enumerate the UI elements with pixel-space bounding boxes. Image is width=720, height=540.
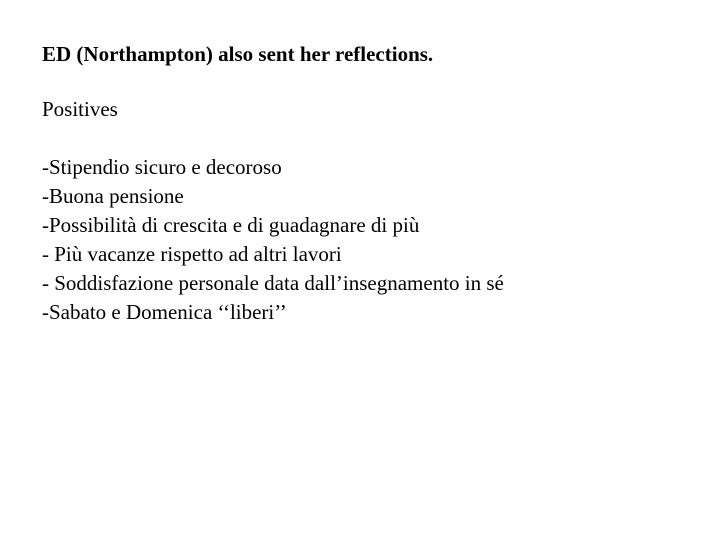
list-item: -Buona pensione [42,184,184,208]
slide-heading: ED (Northampton) also sent her reflections. [42,42,434,66]
list-item: -Possibilità di crescita e di guadagnare di più [42,213,420,237]
section-label-positives: Positives [42,97,118,121]
positives-list [42,153,504,327]
list-item: - Soddisfazione personale data dall’insegnamento in sé [42,271,504,295]
list-item: - Più vacanze rispetto ad altri lavori [42,242,342,266]
list-item: -Sabato e Domenica ‘‘liberi’’ [42,300,287,324]
list-item: -Stipendio sicuro e decoroso [42,155,282,179]
